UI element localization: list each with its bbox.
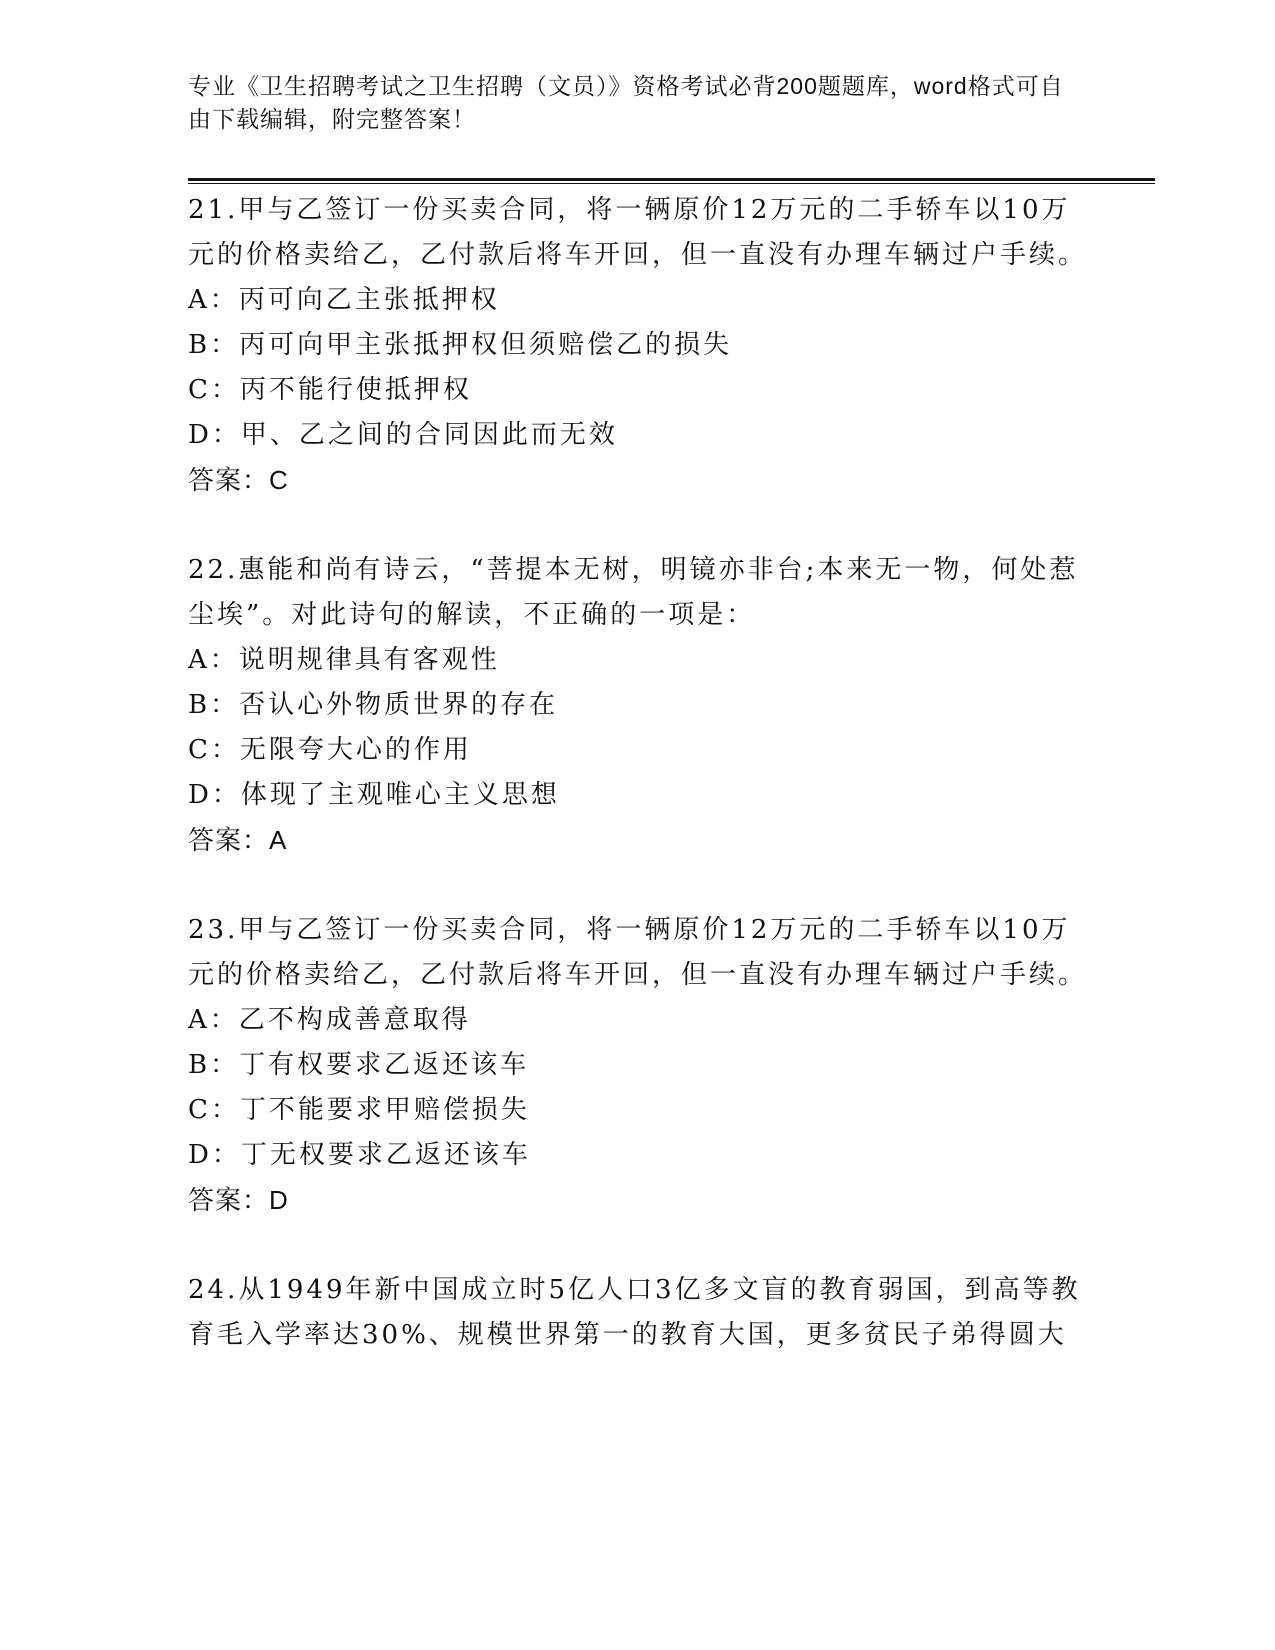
question-stem: 22.惠能和尚有诗云，“菩提本无树，明镜亦非台;本来无一物，何处惹尘埃”。对此诗句的解读，不正确的一项是：	[188, 555, 1079, 630]
document-header: 专业《卫生招聘考试之卫生招聘（文员）》资格考试必背200题题库，word格式可自由下载编辑，附完整答案！	[188, 73, 1064, 132]
option-d: D：体现了主观唯心主义思想	[188, 780, 560, 810]
option-a: A：丙可向乙主张抵押权	[188, 285, 500, 315]
question-stem: 23.甲与乙签订一份买卖合同，将一辆原价12万元的二手轿车以10万元的价格卖给乙，乙付款后将车开回，但一直没有办理车辆过户手续。	[188, 915, 1088, 990]
question-24	[188, 1268, 1088, 1358]
question-23	[188, 908, 1088, 1223]
option-a: A：说明规律具有客观性	[188, 645, 500, 675]
question-stem: 24.从1949年新中国成立时5亿人口3亿多文盲的教育弱国，到高等教育毛入学率达30%、规模世界第一的教育大国，更多贫民子弟得圆大	[188, 1275, 1081, 1350]
option-b: B：丁有权要求乙返还该车	[188, 1050, 530, 1080]
header-divider-thin	[188, 183, 1155, 184]
answer-line: 答案：A	[188, 825, 288, 855]
answer-line: 答案：C	[188, 465, 289, 495]
option-c: C：丙不能行使抵押权	[188, 375, 472, 405]
option-c: C：丁不能要求甲赔偿损失	[188, 1095, 530, 1125]
answer-line: 答案：D	[188, 1185, 289, 1215]
option-d: D：甲、乙之间的合同因此而无效	[188, 420, 618, 450]
option-a: A：乙不构成善意取得	[188, 1005, 471, 1035]
question-21	[188, 188, 1088, 503]
option-d: D：丁无权要求乙返还该车	[188, 1140, 531, 1170]
option-b: B：否认心外物质世界的存在	[188, 690, 559, 720]
option-b: B：丙可向甲主张抵押权但须赔偿乙的损失	[188, 330, 733, 360]
question-22	[188, 548, 1088, 863]
header-divider-thick	[188, 178, 1155, 181]
question-list	[188, 188, 1088, 1403]
question-stem: 21.甲与乙签订一份买卖合同，将一辆原价12万元的二手轿车以10万元的价格卖给乙，乙付款后将车开回，但一直没有办理车辆过户手续。	[188, 195, 1088, 270]
option-c: C：无限夸大心的作用	[188, 735, 472, 765]
